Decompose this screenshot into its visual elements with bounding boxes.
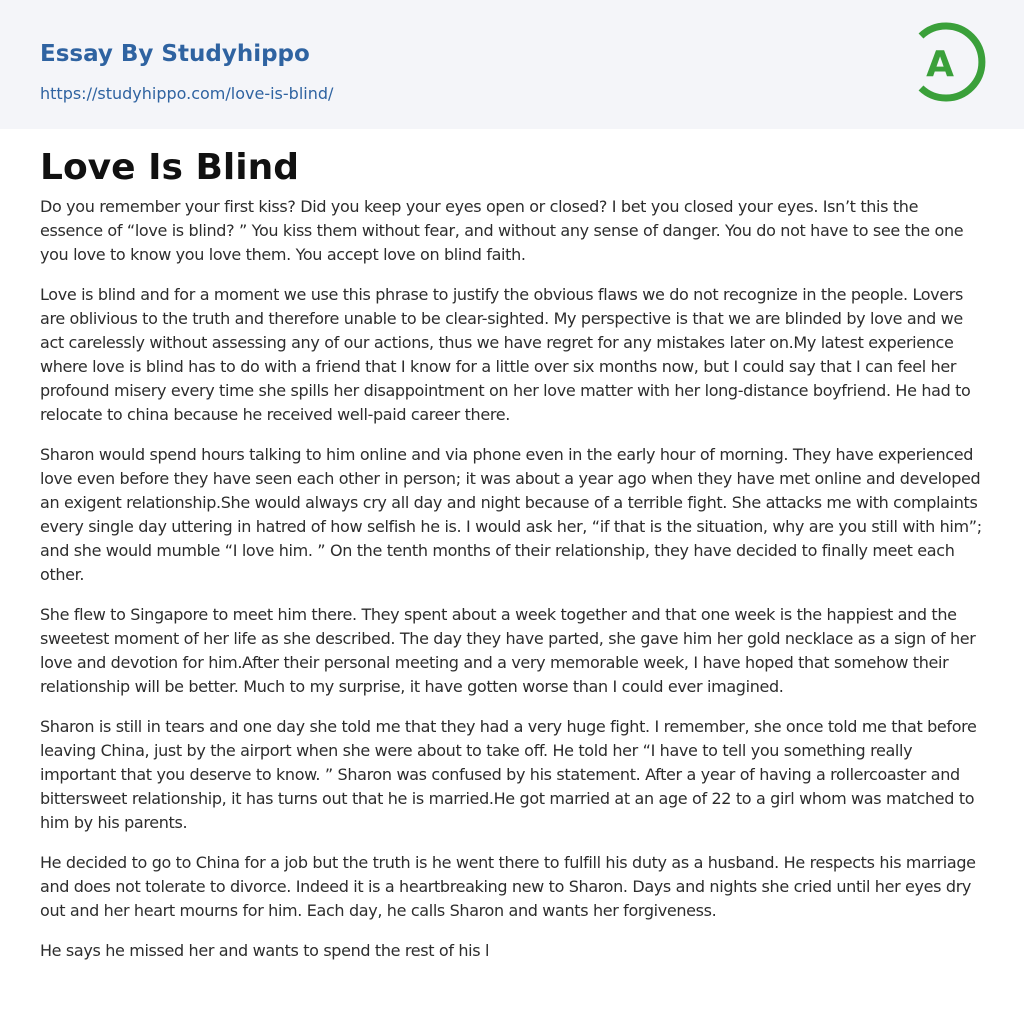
site-brand[interactable]: Essay By Studyhippo (40, 41, 310, 67)
article-paragraph: Sharon is still in tears and one day she told me that they had a very huge fight. I remember, she once told me that before leaving China, just by the airport when she were about to take off. He told her “I have to tell you something really important that you deserve to know. ” Sharon was confused by his statement. After a year of having a rollercoaster and bittersweet relationship, it has turns out that he is married.He got married at an age of 22 to a girl whom was matched to him by his parents. (40, 717, 977, 832)
article-paragraph: She flew to Singapore to meet him there. They spent about a week together and that one week is the happiest and the sweetest moment of her life as she described. The day they have parted, she gave him her gold necklace as a sign of her love and devotion for him.After their personal meeting and a very memorable week, I have hoped that somehow their relationship will be better. Much to my surprise, it have gotten worse than I could ever imagined. (40, 605, 976, 696)
page-url-link[interactable]: https://studyhippo.com/love-is-blind/ (40, 84, 334, 103)
site-header (0, 0, 1024, 129)
article-paragraph: He decided to go to China for a job but the truth is he went there to fulfill his duty as a husband. He respects his marriage and does not tolerate to divorce. Indeed it is a heartbreaking new to Sharon. Days and nights she cried until her eyes dry out and her heart mourns for him. Each day, he calls Sharon and wants her forgiveness. (40, 853, 976, 920)
article-paragraph: Love is blind and for a moment we use this phrase to justify the obvious flaws we do not recognize in the people. Lovers are oblivious to the truth and therefore unable to be clear-sighted. My perspective is that we are blinded by love and we act carelessly without assessing any of our actions, thus we have regret for any mistakes later on.My latest experience where love is blind has to do with a friend that I know for a little over six months now, but I could say that I can feel her profound misery every time she spills her disappointment on her love matter with her long-distance boyfriend. He had to relocate to china because he received well-paid career there. (40, 285, 971, 424)
article-paragraph: Sharon would spend hours talking to him online and via phone even in the early hour of morning. They have experienced love even before they have seen each other in person; it was about a year ago when they have met online and developed an exigent relationship.She would always cry all day and night because of a terrible fight. She attacks me with complaints every single day uttering in hatred of how selfish he is. I would ask her, “if that is the situation, why are you still with him”; and she would mumble “I love him. ” On the tenth months of their relationship, they have decided to finally meet each other. (40, 445, 982, 584)
logo-letter: A (926, 44, 954, 85)
article-paragraph: He says he missed her and wants to spend the rest of his l (40, 941, 490, 960)
article-title: Love Is Blind (40, 147, 299, 188)
article (40, 145, 984, 979)
article-paragraph: Do you remember your first kiss? Did you keep your eyes open or closed? I bet you closed your eyes. Isn’t this the essence of “love is blind? ” You kiss them without fear, and without any sense of danger. You do not have to see the one you love to know you love them. You accept love on blind faith. (40, 197, 964, 264)
studyhippo-logo-icon[interactable] (909, 17, 989, 107)
